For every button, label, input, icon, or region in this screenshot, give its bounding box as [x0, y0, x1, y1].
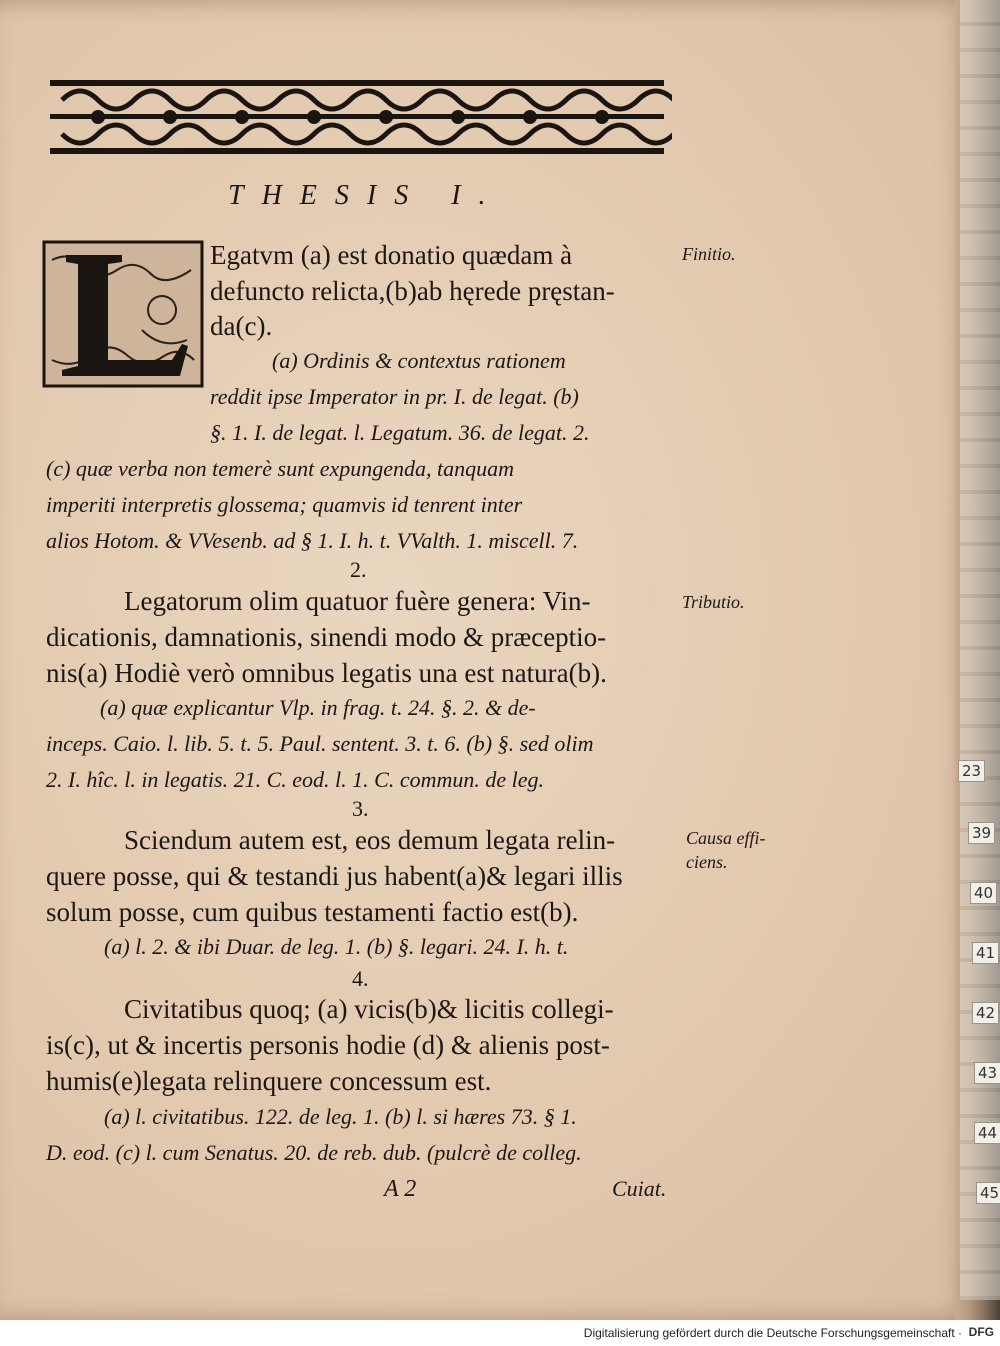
- section3-line: solum posse, cum quibus testamenti factio est(b).: [46, 897, 579, 927]
- section3-line: quere posse, qui & testandi jus habent(a)& legari illis: [46, 861, 623, 891]
- section1-note: (c) quæ verba non temerè sunt expungenda, tanquam: [46, 456, 515, 481]
- side-tab: 23: [958, 760, 985, 782]
- side-tab: 42: [972, 1002, 999, 1024]
- section2-note: (a) quæ explicantur Vlp. in frag. t. 24. §. 2. & de-: [100, 695, 536, 720]
- section1-note: alios Hotom. & VVesenb. ad § 1. I. h. t. VValth. 1. miscell. 7.: [46, 528, 579, 553]
- margin-note-ciens: ciens.: [686, 852, 728, 872]
- side-tab: 40: [970, 882, 997, 904]
- section2-line: Legatorum olim quatuor fuère genera: Vin-: [124, 586, 591, 616]
- side-tab: 41: [972, 942, 999, 964]
- margin-note-tributio: Tributio.: [682, 592, 745, 612]
- section-number: 2.: [350, 557, 367, 582]
- section4-note: D. eod. (c) l. cum Senatus. 20. de reb. dub. (pulcrè de colleg.: [46, 1140, 582, 1165]
- side-tab: 45: [976, 1182, 1000, 1204]
- section4-line: Civitatibus quoq; (a) vicis(b)& licitis collegi-: [124, 994, 614, 1024]
- section1-note: reddit ipse Imperator in pr. I. de legat. (b): [210, 384, 579, 409]
- decorated-initial-L: [42, 240, 204, 388]
- dfg-logo: DFG: [968, 1325, 994, 1339]
- section1-note: imperiti interpretis glossema; quamvis id tenrent inter: [46, 492, 523, 517]
- ornamental-headpiece: [42, 72, 672, 162]
- catchword: Cuiat.: [612, 1176, 667, 1201]
- section1-note: §. 1. I. de legat. l. Legatum. 36. de legat. 2.: [210, 420, 590, 445]
- section1-line: da(c).: [210, 311, 273, 341]
- section3-note: (a) l. 2. & ibi Duar. de leg. 1. (b) §. legari. 24. I. h. t.: [104, 934, 569, 959]
- side-tab: 43: [974, 1062, 1000, 1084]
- section1-note: (a) Ordinis & contextus rationem: [272, 348, 566, 373]
- side-tab: 39: [968, 822, 995, 844]
- section2-line: nis(a) Hodiè verò omnibus legatis una est natura(b).: [46, 658, 607, 688]
- section4-note: (a) l. civitatibus. 122. de leg. 1. (b) l. si hæres 73. § 1.: [104, 1104, 577, 1129]
- side-tab: 44: [974, 1122, 1000, 1144]
- margin-note-causa: Causa effi-: [686, 828, 766, 848]
- section2-note: inceps. Caio. l. lib. 5. t. 5. Paul. sentent. 3. t. 6. (b) §. sed olim: [46, 731, 594, 756]
- section-number: 4.: [352, 966, 369, 991]
- footer-credit: Digitalisierung gefördert durch die Deutsche Forschungsgemeinschaft ·: [583, 1326, 962, 1340]
- section2-note: 2. I. hîc. l. in legatis. 21. C. eod. l. 1. C. commun. de leg.: [46, 767, 544, 792]
- page-tabs-strip: [960, 0, 1000, 1300]
- section2-line: dicationis, damnationis, sinendi modo & præceptio-: [46, 622, 607, 652]
- section1-line: Egatvm (a) est donatio quædam à: [210, 240, 573, 270]
- footer-bar: [0, 1320, 1000, 1346]
- thesis-heading: THESIS I.: [228, 180, 504, 211]
- section1-line: defuncto relicta,(b)ab hęrede pręstan-: [210, 276, 615, 306]
- margin-note-finitio: Finitio.: [682, 244, 736, 264]
- section-number: 3.: [352, 796, 369, 821]
- section4-line: humis(e)legata relinquere concessum est.: [46, 1066, 492, 1096]
- section3-line: Sciendum autem est, eos demum legata relin-: [124, 825, 616, 855]
- section4-line: is(c), ut & incertis personis hodie (d) & alienis post-: [46, 1030, 610, 1060]
- signature-mark: A 2: [384, 1176, 417, 1202]
